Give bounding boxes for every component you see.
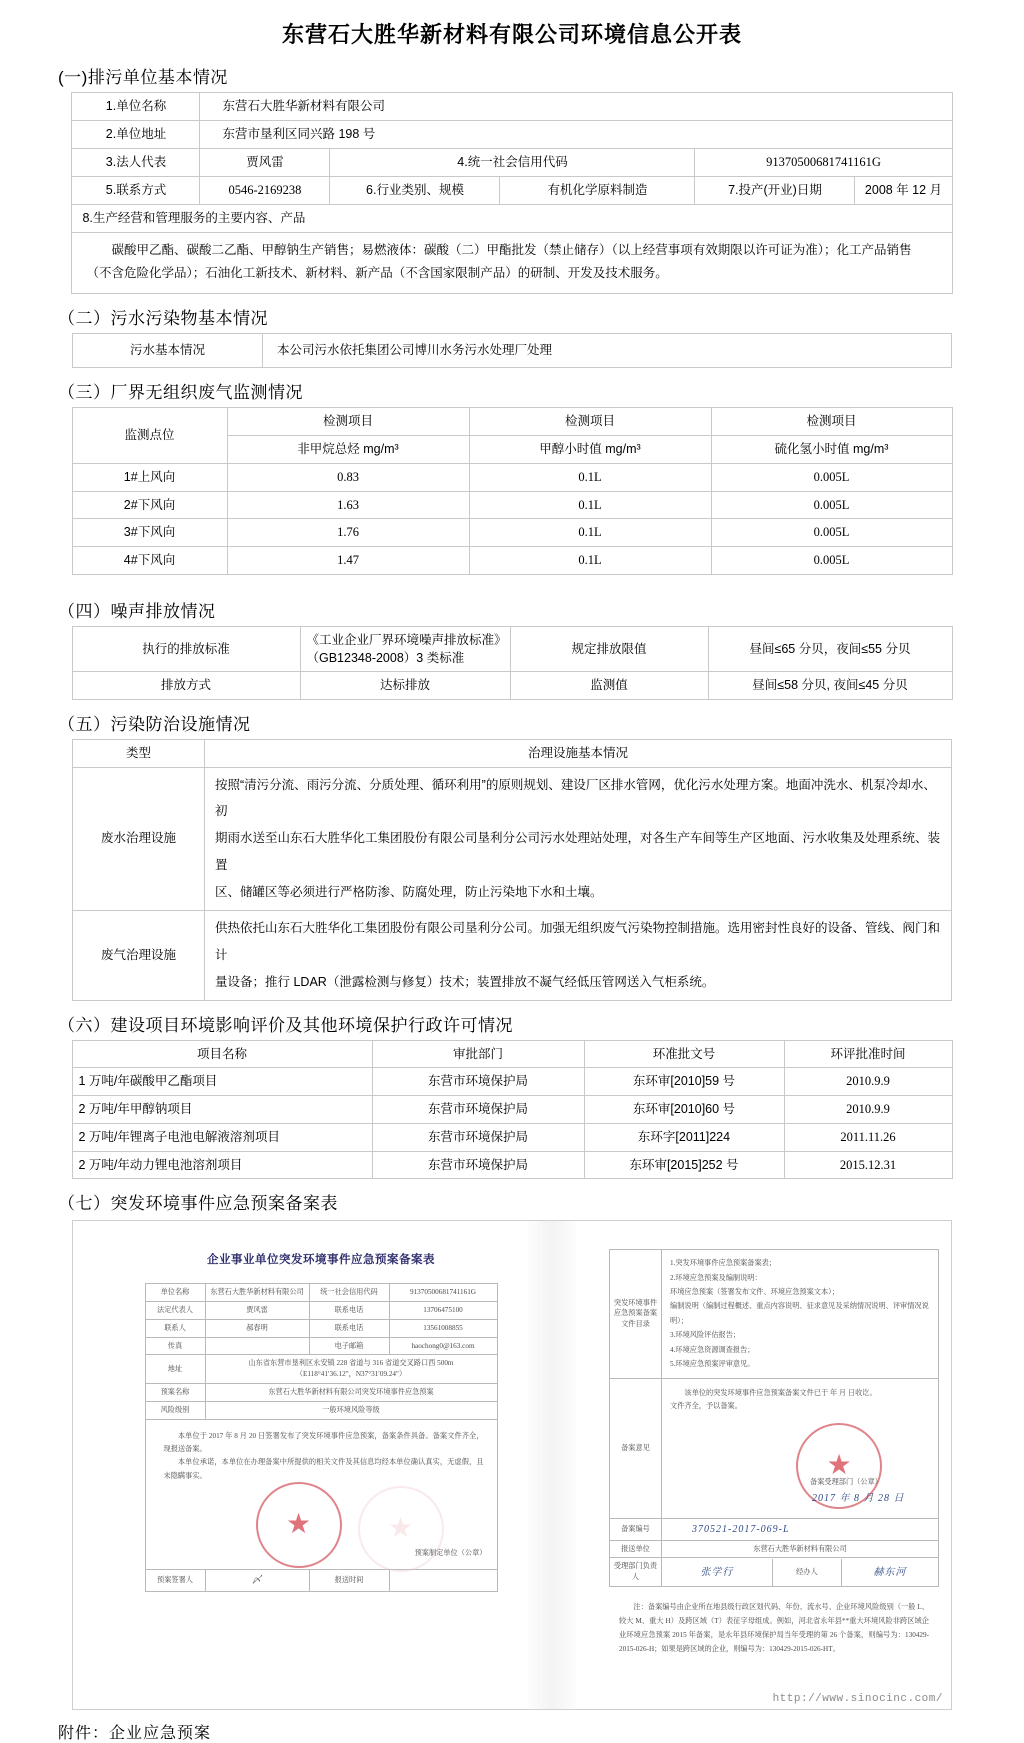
scan-declaration-cell xyxy=(145,1419,497,1569)
section-heading-2: （二）污水污染物基本情况 xyxy=(58,309,268,329)
noise-limit-label: 规定排放限值 xyxy=(510,626,708,671)
section-heading-3: （三）厂界无组织废气监测情况 xyxy=(58,383,303,403)
scan-credit-code-label: 统一社会信用代码 xyxy=(309,1284,389,1302)
table-row xyxy=(610,1518,939,1540)
noise-limit-value: 昼间≤65 分贝，夜间≤55 分贝 xyxy=(708,626,952,671)
table-row xyxy=(610,1378,939,1518)
scan-unit-name-value: 东营石大胜华新材料有限公司 xyxy=(205,1284,309,1302)
unit-name-value: 东营石大胜华新材料有限公司 xyxy=(200,93,952,121)
scan-record-no-label: 备案编号 xyxy=(610,1518,662,1540)
table-row xyxy=(72,672,952,700)
noise-table xyxy=(72,626,953,700)
scan-fax-label: 传真 xyxy=(145,1337,205,1355)
scan-page-gutter xyxy=(528,1221,576,1709)
test-item-header-3: 检测项目 xyxy=(711,408,952,436)
approval-date-header: 环评批准时间 xyxy=(784,1040,952,1068)
head-signature: 张学行 xyxy=(700,1566,734,1578)
approval-no: 东环审[2015]252 号 xyxy=(584,1151,784,1179)
address-value: 东营市垦利区同兴路 198 号 xyxy=(200,121,952,149)
scan-phone-value: 13706475100 xyxy=(389,1302,497,1320)
table-row xyxy=(72,463,952,491)
scan-head-and-handler xyxy=(662,1558,939,1587)
value-methanol: 0.1L xyxy=(469,463,711,491)
scan-opinion-line-2: 文件齐全，予以备案。 xyxy=(670,1402,742,1411)
table-row xyxy=(145,1384,497,1402)
scan-address-label: 地址 xyxy=(145,1355,205,1384)
scan-phone-label: 联系电话 xyxy=(309,1302,389,1320)
scan-catalog-label: 突发环境事件应急预案备案文件目录 xyxy=(610,1250,662,1378)
approval-date: 2010.9.9 xyxy=(784,1096,952,1124)
project-name: 2 万吨/年甲醇钠项目 xyxy=(72,1096,372,1124)
value-nmhc: 1.63 xyxy=(227,491,469,519)
scanned-filing-form xyxy=(72,1220,952,1710)
scan-plan-name-label: 预案名称 xyxy=(145,1384,205,1402)
scan-submit-time-label: 报送时间 xyxy=(309,1569,389,1591)
table-row xyxy=(72,626,952,671)
table-row xyxy=(610,1558,939,1587)
wastewater-table xyxy=(72,333,952,368)
table-row xyxy=(610,1250,939,1378)
scan-opinion-label: 备案意见 xyxy=(610,1378,662,1518)
facility-type-wastewater: 废水治理设施 xyxy=(73,767,205,910)
scan-contact-value: 郝春明 xyxy=(205,1319,309,1337)
startup-value: 2008 年 12 月 xyxy=(855,177,952,205)
approval-no: 东环字[2011]224 xyxy=(584,1123,784,1151)
basic-info-table xyxy=(71,92,952,294)
monitoring-point: 1#上风向 xyxy=(72,463,227,491)
approval-no: 东环审[2010]59 号 xyxy=(584,1068,784,1096)
address-label: 2.单位地址 xyxy=(72,121,200,149)
scan-address-value xyxy=(205,1355,497,1384)
seal-star-icon: ★ xyxy=(826,1449,852,1481)
contact-label: 5.联系方式 xyxy=(72,177,200,205)
section-heading-7: （七）突发环境事件应急预案备案表 xyxy=(58,1194,338,1214)
facility-detail-header: 治理设施基本情况 xyxy=(205,739,952,767)
scan-reporter-value: 东营石大胜华新材料有限公司 xyxy=(662,1540,939,1558)
scan-declaration-text xyxy=(154,1423,494,1483)
sub-header-nmhc: 非甲烷总烃 mg/m³ xyxy=(227,436,469,464)
catalog-item: 2.环境应急预案及编制说明： xyxy=(670,1273,762,1282)
table-row xyxy=(72,149,952,177)
credit-code-value: 91370500681741161G xyxy=(695,149,952,177)
table-row xyxy=(145,1302,497,1320)
table-row xyxy=(72,1068,952,1096)
table-row xyxy=(610,1540,939,1558)
scan-fax-value xyxy=(205,1337,309,1355)
monitoring-point: 2#下风向 xyxy=(72,491,227,519)
discharge-mode-value: 达标排放 xyxy=(300,672,510,700)
scan-record-no-value xyxy=(662,1518,939,1540)
value-h2s: 0.005L xyxy=(711,463,952,491)
record-no-handwriting: 370521-2017-069-L xyxy=(692,1523,790,1535)
table-row xyxy=(72,93,952,121)
table-row xyxy=(72,1096,952,1124)
legal-rep-label: 3.法人代表 xyxy=(72,149,200,177)
table-header-row xyxy=(72,408,952,436)
scan-footnote xyxy=(609,1593,939,1656)
scan-unit-name-label: 单位名称 xyxy=(145,1284,205,1302)
facility-line: 供热依托山东石大胜华化工集团股份有限公司垦利分公司。加强无组织废气污染物控制措施。选用密封性良好的设备、管线、阀门和计 xyxy=(215,920,941,962)
value-nmhc: 0.83 xyxy=(227,463,469,491)
facility-line: 按照“清污分流、雨污分流、分质处理、循环利用”的原则规划、建设厂区排水管网，优化污水处理方案。地面冲洗水、机泵冷却水、初 xyxy=(215,777,936,819)
project-name-header: 项目名称 xyxy=(72,1040,372,1068)
section-heading-4: （四）噪声排放情况 xyxy=(58,601,216,621)
scan-signer-value xyxy=(205,1569,309,1591)
table-row xyxy=(73,334,952,368)
company-seal-ghost xyxy=(358,1486,444,1572)
business-scope-line-2: （不含危险化学品）；石油化工新技术、新材料、新产品（不含国家限制产品）的研制、开发及技术服务。 xyxy=(86,266,668,281)
scan-declaration-p2: 本单位承诺，本单位在办理备案中所提供的相关文件及其信息均经本单位确认真实，无虚假，且未隐瞒事实。 xyxy=(163,1458,484,1480)
table-row xyxy=(145,1319,497,1337)
scan-handler-label: 经办人 xyxy=(772,1559,841,1586)
project-name: 2 万吨/年动力锂电池溶剂项目 xyxy=(72,1151,372,1179)
approval-date: 2015.12.31 xyxy=(784,1151,952,1179)
test-item-header-1: 检测项目 xyxy=(227,408,469,436)
facility-detail-wastewater xyxy=(205,767,952,910)
section-heading-6: （六）建设项目环境影响评价及其他环境保护行政许可情况 xyxy=(58,1015,513,1035)
scan-form-title: 企业事业单位突发环境事件应急预案备案表 xyxy=(207,1254,435,1267)
catalog-item: 1.突发环境事件应急预案备案表； xyxy=(670,1259,777,1268)
scan-right-page xyxy=(585,1221,952,1709)
business-scope-label: 8.生产经营和管理服务的主要内容、产品 xyxy=(72,205,952,233)
table-row xyxy=(72,491,952,519)
document-page xyxy=(0,10,1024,1743)
startup-label: 7.投产(开业)日期 xyxy=(695,177,855,205)
scan-head-label: 受理部门负责人 xyxy=(610,1558,662,1587)
catalog-item: 4.环境应急资源调查报告； xyxy=(670,1345,755,1354)
section-heading-1: (一)排污单位基本情况 xyxy=(58,68,228,87)
table-row xyxy=(72,121,952,149)
seal-star-icon: ★ xyxy=(387,1512,414,1544)
attachment-label: 附件：企业应急预案 xyxy=(58,1725,212,1743)
scan-declaration-p1: 本单位于 2017 年 8 月 20 日签署发布了突发环境事件应急预案，备案条件具备。备案文件齐全，现报送备案。 xyxy=(163,1431,484,1453)
value-methanol: 0.1L xyxy=(469,547,711,575)
approval-dept: 东营市环境保护局 xyxy=(372,1151,584,1179)
approval-date: 2010.9.9 xyxy=(784,1068,952,1096)
table-row xyxy=(72,205,952,233)
scan-email-value: haochong0@163.com xyxy=(389,1337,497,1355)
scan-signer-label: 预案签署人 xyxy=(145,1569,205,1591)
table-row xyxy=(73,910,952,1000)
site-watermark: http://www.sinocinc.com/ xyxy=(772,1693,943,1706)
seal-star-icon: ★ xyxy=(285,1508,312,1540)
value-methanol: 0.1L xyxy=(469,519,711,547)
sub-header-methanol: 甲醇小时值 mg/m³ xyxy=(469,436,711,464)
facility-type-wastegas: 废气治理设施 xyxy=(73,910,205,1000)
scan-opinion-cell xyxy=(662,1378,939,1518)
table-row xyxy=(72,1151,952,1179)
scan-legal-rep-value: 贾风雷 xyxy=(205,1302,309,1320)
table-header-row xyxy=(72,1040,952,1068)
measured-value: 昼间≤58 分贝, 夜间≤45 分贝 xyxy=(708,672,952,700)
scan-address-line-2: （E118°41′36.12″，N37°31′09.24″） xyxy=(295,1370,407,1379)
value-h2s: 0.005L xyxy=(711,547,952,575)
legal-rep-value: 贾风雷 xyxy=(200,149,330,177)
table-row xyxy=(145,1419,497,1569)
scan-risk-level-label: 风险级别 xyxy=(145,1401,205,1419)
wastewater-label: 污水基本情况 xyxy=(73,334,263,368)
project-name: 1 万吨/年碳酸甲乙酯项目 xyxy=(72,1068,372,1096)
scan-handler-value xyxy=(841,1559,938,1586)
approval-dept: 东营市环境保护局 xyxy=(372,1123,584,1151)
noise-standard-value: 《工业企业厂界环境噪声排放标准》（GB12348-2008）3 类标准 xyxy=(300,626,510,671)
handler-signature: 赫东河 xyxy=(873,1566,907,1578)
catalog-item: 环境应急预案（签署发布文件、环境应急预案文本）； xyxy=(670,1288,839,1297)
table-row xyxy=(145,1284,497,1302)
table-row xyxy=(72,233,952,294)
approval-date: 2011.11.26 xyxy=(784,1123,952,1151)
approval-dept: 东营市环境保护局 xyxy=(372,1068,584,1096)
value-nmhc: 1.76 xyxy=(227,519,469,547)
scan-submit-time-value xyxy=(389,1569,497,1591)
fugitive-emission-table xyxy=(72,407,953,575)
facility-line: 量设备；推行 LDAR（泄露检测与修复）技术；装置排放不凝气经低压管网送入气柜系统。 xyxy=(215,974,715,989)
industry-value: 有机化学原料制造 xyxy=(500,177,695,205)
authority-seal-caption: 备案受理部门（公章） xyxy=(810,1477,882,1486)
table-row xyxy=(72,1123,952,1151)
scan-reporter-label: 报送单位 xyxy=(610,1540,662,1558)
table-row xyxy=(73,767,952,910)
company-seal-stamp xyxy=(256,1482,342,1568)
table-row xyxy=(72,177,952,205)
value-h2s: 0.005L xyxy=(711,519,952,547)
approval-dept-header: 审批部门 xyxy=(372,1040,584,1068)
measured-label: 监测值 xyxy=(510,672,708,700)
business-scope-text xyxy=(72,233,952,294)
value-h2s: 0.005L xyxy=(711,491,952,519)
table-row xyxy=(72,519,952,547)
approval-no-header: 环准批文号 xyxy=(584,1040,784,1068)
scan-contact-label: 联系人 xyxy=(145,1319,205,1337)
scan-footnote-text: 注：备案编号由企业所在地县级行政区划代码、年份、流水号、企业环境风险级别（一般 L、较大 M、重大 H）及跨区域（T）表征字母组成。例如，河北省永年县**重大环境风险非跨区域企业环境应急预案 2015 年备案，是永年县环境保护局当年受理的第 26 个备案，则编号为：130429-2015-026-H；如果是跨区域的企业，则编号为：130429-2015-026-HT。 xyxy=(619,1602,929,1653)
facility-detail-wastegas xyxy=(205,910,952,1000)
catalog-item: 3.环境风险评估报告； xyxy=(670,1331,741,1340)
table-header-row xyxy=(73,739,952,767)
unit-name-label: 1.单位名称 xyxy=(72,93,200,121)
signature-mark: 〆 xyxy=(251,1574,263,1586)
scan-credit-code-value: 91370500681741161G xyxy=(389,1284,497,1302)
monitoring-point: 3#下风向 xyxy=(72,519,227,547)
scan-contact-phone-label: 联系电话 xyxy=(309,1319,389,1337)
page-title: 东营石大胜华新材料有限公司环境信息公开表 xyxy=(281,22,742,47)
discharge-mode-label: 排放方式 xyxy=(72,672,300,700)
scan-head-value xyxy=(662,1559,772,1586)
scan-filing-table xyxy=(145,1283,498,1591)
wastewater-value: 本公司污水依托集团公司博川水务污水处理厂处理 xyxy=(263,334,952,368)
project-name: 2 万吨/年锂离子电池电解液溶剂项目 xyxy=(72,1123,372,1151)
table-row xyxy=(145,1355,497,1384)
table-row xyxy=(145,1569,497,1591)
industry-label: 6.行业类别、规模 xyxy=(330,177,500,205)
catalog-item: 5.环境应急预案评审意见。 xyxy=(670,1360,755,1369)
monitoring-point: 4#下风向 xyxy=(72,547,227,575)
catalog-item: 编制说明（编制过程概述、重点内容说明、征求意见及采纳情况说明、评审情况说明）； xyxy=(670,1302,929,1325)
table-row xyxy=(72,547,952,575)
scan-legal-rep-label: 法定代表人 xyxy=(145,1302,205,1320)
test-item-header-2: 检测项目 xyxy=(469,408,711,436)
facility-type-header: 类型 xyxy=(73,739,205,767)
value-methanol: 0.1L xyxy=(469,491,711,519)
pollution-control-table xyxy=(72,739,952,1001)
scan-left-page xyxy=(121,1221,521,1709)
scan-email-label: 电子邮箱 xyxy=(309,1337,389,1355)
seal-caption: 预案制定单位（公章） xyxy=(414,1548,487,1557)
facility-line: 区、储罐区等必须进行严格防渗、防腐处理，防止污染地下水和土壤。 xyxy=(215,885,603,899)
scan-risk-level-value: 一般环境风险等级 xyxy=(205,1401,497,1419)
scan-plan-name-value: 东营石大胜华新材料有限公司突发环境事件应急预案 xyxy=(205,1384,497,1402)
approval-no: 东环审[2010]60 号 xyxy=(584,1096,784,1124)
scan-address-line-1: 山东省东营市垦利区永安镇 228 省道与 316 省道交叉路口西 500m xyxy=(248,1359,454,1368)
value-nmhc: 1.47 xyxy=(227,547,469,575)
approval-dept: 东营市环境保护局 xyxy=(372,1096,584,1124)
scan-catalog-items xyxy=(662,1250,939,1378)
authority-seal-date: 2017 年 8 月 28 日 xyxy=(812,1492,905,1504)
sub-header-h2s: 硫化氢小时值 mg/m³ xyxy=(711,436,952,464)
eia-permit-table xyxy=(72,1040,953,1180)
table-row xyxy=(145,1401,497,1419)
monitoring-point-header: 监测点位 xyxy=(72,408,227,464)
scan-contact-phone-value: 13561008855 xyxy=(389,1319,497,1337)
contact-value: 0546-2169238 xyxy=(200,177,330,205)
table-row xyxy=(145,1337,497,1355)
section-heading-5: （五）污染防治设施情况 xyxy=(58,714,251,734)
noise-standard-label: 执行的排放标准 xyxy=(72,626,300,671)
facility-line: 期雨水送至山东石大胜华化工集团股份有限公司垦利分公司污水处理站处理，对各生产车间等生产区地面、污水收集及处理系统、装置 xyxy=(215,831,941,873)
scan-opinion-table xyxy=(609,1249,939,1587)
credit-code-label: 4.统一社会信用代码 xyxy=(330,149,695,177)
business-scope-line-1: 碳酸甲乙酯、碳酸二乙酯、甲醇钠生产销售；易燃液体：碳酸（二）甲酯批发（禁止储存）（以上经营事项有效期限以许可证为准）；化工产品销售 xyxy=(111,243,912,257)
scan-opinion-line-1: 该单位的突发环境事件应急预案备案文件已于 年 月 日收讫。 xyxy=(684,1388,877,1397)
